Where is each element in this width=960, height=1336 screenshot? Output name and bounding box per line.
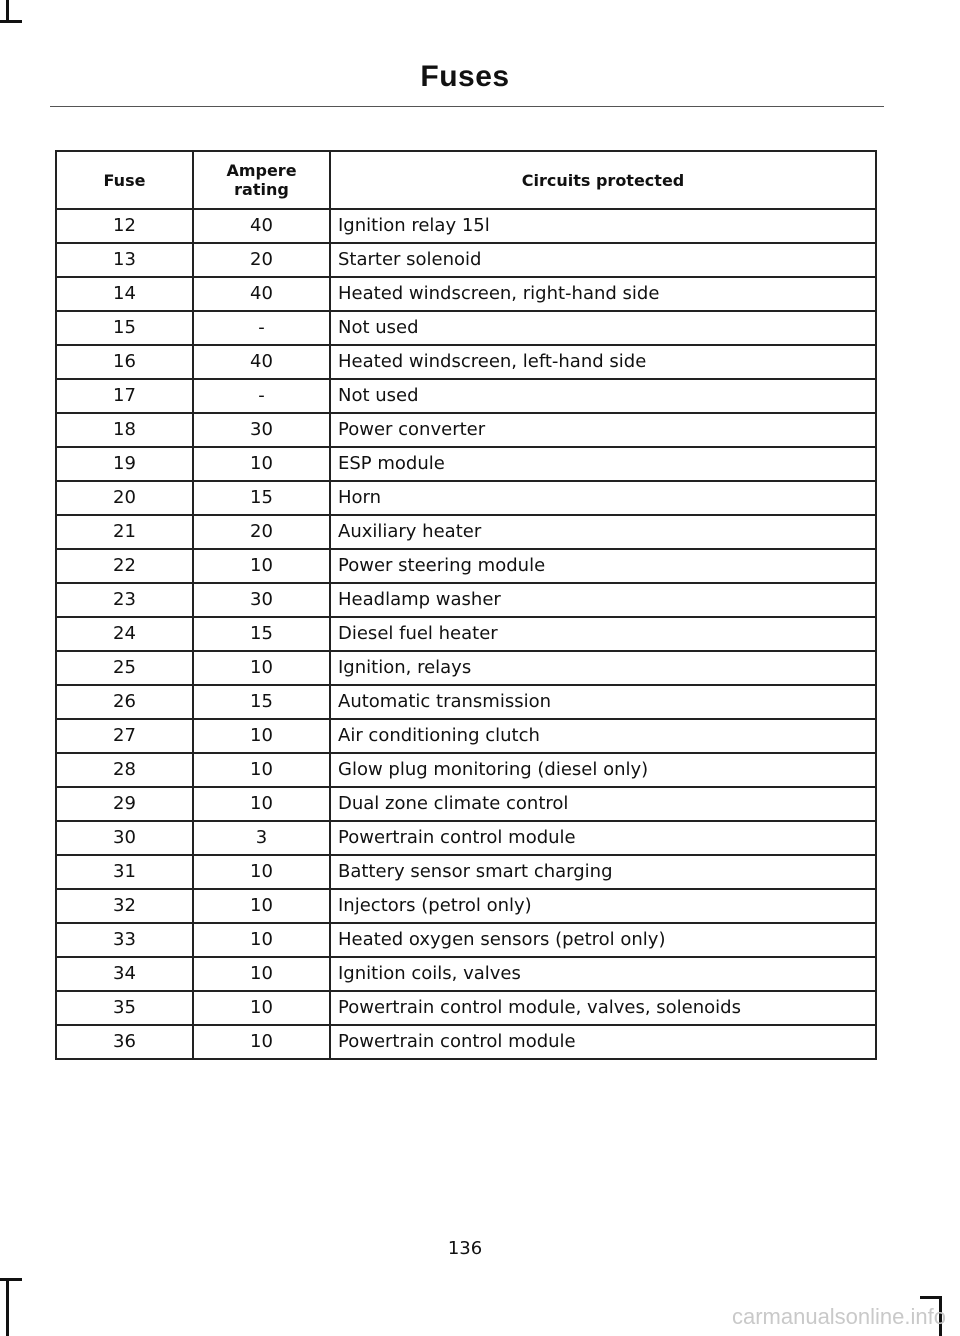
ampere-rating: 10 bbox=[193, 991, 330, 1025]
table-row bbox=[56, 311, 876, 345]
circuit-protected: Powertrain control module bbox=[330, 821, 876, 855]
fuse-number: 12 bbox=[56, 209, 193, 243]
circuit-protected: Injectors (petrol only) bbox=[330, 889, 876, 923]
table-row bbox=[56, 481, 876, 515]
table-row bbox=[56, 855, 876, 889]
circuit-protected: Auxiliary heater bbox=[330, 515, 876, 549]
table-row bbox=[56, 1025, 876, 1059]
table-row bbox=[56, 719, 876, 753]
circuit-protected: Not used bbox=[330, 311, 876, 345]
crop-mark-top-left-vertical bbox=[6, 0, 9, 22]
fuse-number: 24 bbox=[56, 617, 193, 651]
ampere-rating: 40 bbox=[193, 345, 330, 379]
fuse-number: 14 bbox=[56, 277, 193, 311]
circuit-protected: Ignition, relays bbox=[330, 651, 876, 685]
table-row bbox=[56, 413, 876, 447]
ampere-rating: 15 bbox=[193, 481, 330, 515]
circuit-protected: Powertrain control module, valves, solenoids bbox=[330, 991, 876, 1025]
fuse-number: 23 bbox=[56, 583, 193, 617]
circuit-protected: Dual zone climate control bbox=[330, 787, 876, 821]
fuse-number: 28 bbox=[56, 753, 193, 787]
table-row bbox=[56, 209, 876, 243]
ampere-rating: 20 bbox=[193, 515, 330, 549]
circuit-protected: Battery sensor smart charging bbox=[330, 855, 876, 889]
fuse-number: 20 bbox=[56, 481, 193, 515]
header-circuits-protected: Circuits protected bbox=[330, 151, 876, 209]
table-row bbox=[56, 277, 876, 311]
fuse-number: 34 bbox=[56, 957, 193, 991]
header-fuse: Fuse bbox=[56, 151, 193, 209]
fuse-number: 27 bbox=[56, 719, 193, 753]
ampere-rating: 40 bbox=[193, 277, 330, 311]
table-row bbox=[56, 991, 876, 1025]
table-row bbox=[56, 447, 876, 481]
circuit-protected: Diesel fuel heater bbox=[330, 617, 876, 651]
fuse-number: 29 bbox=[56, 787, 193, 821]
fuse-number: 25 bbox=[56, 651, 193, 685]
title-rule bbox=[50, 106, 884, 107]
ampere-rating: 40 bbox=[193, 209, 330, 243]
fuse-number: 13 bbox=[56, 243, 193, 277]
circuit-protected: Ignition coils, valves bbox=[330, 957, 876, 991]
circuit-protected: Powertrain control module bbox=[330, 1025, 876, 1059]
crop-mark-bottom-left-horizontal bbox=[0, 1278, 22, 1281]
ampere-rating: 10 bbox=[193, 719, 330, 753]
ampere-rating: 10 bbox=[193, 753, 330, 787]
fuse-number: 21 bbox=[56, 515, 193, 549]
table-row bbox=[56, 685, 876, 719]
table-row bbox=[56, 243, 876, 277]
ampere-rating: - bbox=[193, 379, 330, 413]
circuit-protected: Heated windscreen, right-hand side bbox=[330, 277, 876, 311]
table-row bbox=[56, 379, 876, 413]
ampere-rating: 30 bbox=[193, 583, 330, 617]
ampere-rating: 10 bbox=[193, 889, 330, 923]
circuit-protected: Starter solenoid bbox=[330, 243, 876, 277]
ampere-rating: 10 bbox=[193, 923, 330, 957]
fuse-number: 16 bbox=[56, 345, 193, 379]
ampere-rating: 15 bbox=[193, 685, 330, 719]
table-row bbox=[56, 923, 876, 957]
table-row bbox=[56, 889, 876, 923]
ampere-rating: 30 bbox=[193, 413, 330, 447]
table-row bbox=[56, 753, 876, 787]
table-row bbox=[56, 515, 876, 549]
fuse-number: 18 bbox=[56, 413, 193, 447]
circuit-protected: Power converter bbox=[330, 413, 876, 447]
ampere-rating: 10 bbox=[193, 1025, 330, 1059]
circuit-protected: Horn bbox=[330, 481, 876, 515]
ampere-rating: 10 bbox=[193, 651, 330, 685]
circuit-protected: Air conditioning clutch bbox=[330, 719, 876, 753]
fuse-number: 36 bbox=[56, 1025, 193, 1059]
ampere-rating: 10 bbox=[193, 447, 330, 481]
ampere-rating: 10 bbox=[193, 549, 330, 583]
watermark: carmanualsonline.info bbox=[731, 1304, 946, 1329]
page-number: 136 bbox=[447, 1238, 483, 1259]
fuse-number: 19 bbox=[56, 447, 193, 481]
table-row bbox=[56, 345, 876, 379]
table-row bbox=[56, 651, 876, 685]
table-row bbox=[56, 821, 876, 855]
fuse-table bbox=[55, 150, 877, 1060]
ampere-rating: 15 bbox=[193, 617, 330, 651]
ampere-rating: 20 bbox=[193, 243, 330, 277]
fuse-number: 22 bbox=[56, 549, 193, 583]
table-row bbox=[56, 583, 876, 617]
table-header-row bbox=[56, 151, 876, 209]
fuse-number: 26 bbox=[56, 685, 193, 719]
fuse-number: 17 bbox=[56, 379, 193, 413]
crop-mark-bottom-left-vertical bbox=[6, 1280, 9, 1336]
circuit-protected: Not used bbox=[330, 379, 876, 413]
circuit-protected: Headlamp washer bbox=[330, 583, 876, 617]
fuse-number: 32 bbox=[56, 889, 193, 923]
fuse-table-body bbox=[56, 209, 876, 1059]
circuit-protected: ESP module bbox=[330, 447, 876, 481]
ampere-rating: - bbox=[193, 311, 330, 345]
ampere-rating: 10 bbox=[193, 957, 330, 991]
table-row bbox=[56, 617, 876, 651]
crop-mark-bottom-right-horizontal bbox=[920, 1296, 942, 1299]
ampere-rating: 3 bbox=[193, 821, 330, 855]
circuit-protected: Ignition relay 15l bbox=[330, 209, 876, 243]
circuit-protected: Glow plug monitoring (diesel only) bbox=[330, 753, 876, 787]
table-row bbox=[56, 957, 876, 991]
header-ampere-rating: Ampere rating bbox=[193, 151, 330, 209]
page-title: Fuses bbox=[420, 60, 510, 93]
ampere-rating: 10 bbox=[193, 787, 330, 821]
fuse-number: 30 bbox=[56, 821, 193, 855]
circuit-protected: Heated windscreen, left-hand side bbox=[330, 345, 876, 379]
circuit-protected: Power steering module bbox=[330, 549, 876, 583]
circuit-protected: Automatic transmission bbox=[330, 685, 876, 719]
fuse-number: 33 bbox=[56, 923, 193, 957]
table-row bbox=[56, 787, 876, 821]
table-row bbox=[56, 549, 876, 583]
crop-mark-top-left-horizontal bbox=[0, 20, 22, 23]
fuse-number: 31 bbox=[56, 855, 193, 889]
fuse-number: 35 bbox=[56, 991, 193, 1025]
fuse-number: 15 bbox=[56, 311, 193, 345]
ampere-rating: 10 bbox=[193, 855, 330, 889]
circuit-protected: Heated oxygen sensors (petrol only) bbox=[330, 923, 876, 957]
